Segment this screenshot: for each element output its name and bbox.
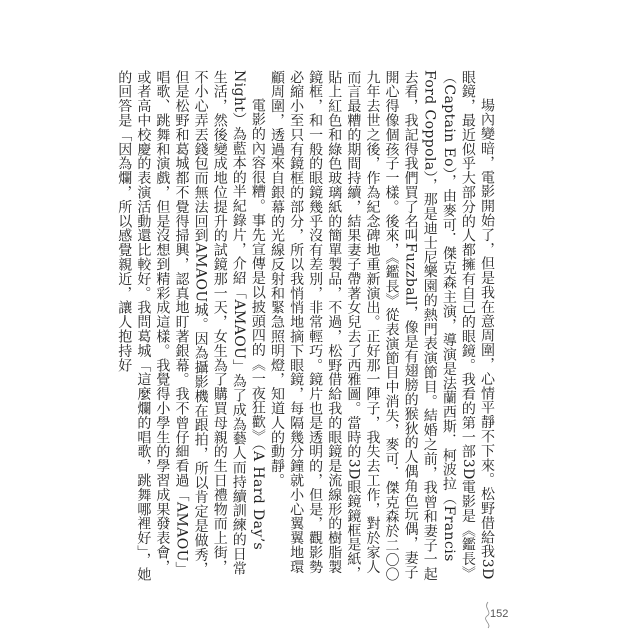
paragraph: 場內變暗，電影開始了，但是我在意周圍，心情平靜不下來。松野借給我3D眼鏡，最近似乎大部分的人都擁有自己的眼鏡。我看的第一部3D電影是《鑑長》（Captain Eo），由麥可．傑克森主演，導演是法蘭西斯．柯波拉（Francis Ford Coppola），那是迪士尼樂園的熱門表演節目。結婚之前，我曾和妻子一起去看，我記得我們買了名叫Fuzzball，像是有翅膀的猴狄的人偶角色玩偶，妻子開心得像個孩子一樣。後來，《鑑長》從表演節目中消失，麥可．傑克森於二〇〇九年去世之後，作為紀念碑地重新演出。正好那一陣子，我失去工作，對於家人而言最糟的期間持續，結果妻子帶著女兒去了西雅圖。當時的3D眼鏡鏡框是紙，貼上紅色和綠色玻璃紙的簡單製品，不過，松野借給我的眼鏡是流線形的樹脂製鏡框，和一般的眼鏡幾乎沒有差別，非常輕巧。鏡片也是透明的，但是，觀影勢必縮小至只有鏡框的部分，所以我悄悄地摘下眼鏡，每隔幾分鐘就小心翼翼地環顧周圍，透過來自銀幕的光線反射和緊急照明燈，知道人的動靜。: [268, 70, 495, 582]
body-text: [116, 70, 496, 582]
paragraph: 電影的內容很糟。事先宣傳是以披頭四的《一夜狂歡》（A Hard Day’s Night）為藍本的半紀錄片，介紹「AMAOU」為了成為藝人而持續訓練的日常生活，然後變成地位提升的試鏡那一天，女生為了購買母親的生日禮物而上街，不小心弄丟錢包而無法回到AMAOU城。因為攝影機在跟拍，所以肯定是做秀，但是松野和葛城都不覺得掃興，認真地盯著銀幕。我不曾仔細看過「AMAOU」唱歌、跳舞和演戲，但是沒想到精彩成這樣。我覺得小學生的學習成果發表會，或者高中校慶的表演活動還比較好。我問葛城「這麼爛的唱歌，跳舞哪裡好」，她的回答是「因為爛，所以感覺親近，讓人抱持好: [116, 70, 266, 582]
page-number: 152: [490, 608, 509, 620]
